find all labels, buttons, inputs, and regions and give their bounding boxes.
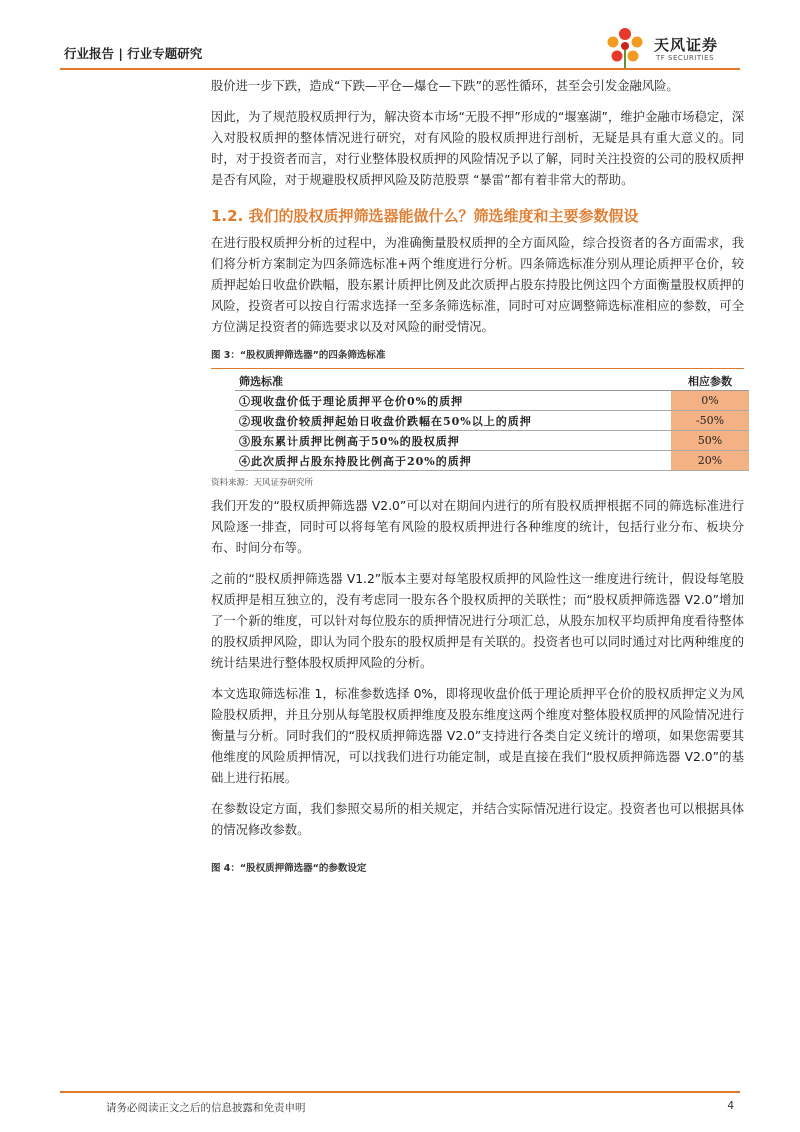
figure-3-divider	[211, 368, 744, 369]
header-divider	[60, 68, 740, 70]
page-number: 4	[727, 1100, 734, 1112]
page-header	[60, 0, 740, 74]
table-row	[235, 431, 749, 451]
paragraph-3: 在进行股权质押分析的过程中，为准确衡量股权质押的全方面风险，综合投资者的各方面需求，我们将分析方案制定为四条筛选标准+两个维度进行分析。四条筛选标准分别从理论质押平仓价，较质押起始日收盘价跌幅，股东累计质押比例及此次质押占股东持股比例这四个方面衡量股权质押的风险，投资者可以按自行需求选择一至多条筛选标准，同时可对应调整筛选标准相应的参数，可全方位满足投资者的筛选要求以及对风险的耐受情况。	[211, 236, 744, 334]
footer-divider	[60, 1091, 740, 1093]
company-logo	[602, 24, 732, 70]
paragraph-7: 在参数设定方面，我们参照交易所的相关规定，并结合实际情况进行设定。投资者也可以根据具体的情况修改参数。	[211, 802, 744, 837]
param-cell: 20%	[671, 451, 749, 471]
figure-3-source: 资料来源：天风证券研究所	[211, 478, 314, 488]
param-cell: -50%	[671, 411, 749, 431]
paragraph-4: 我们开发的“股权质押筛选器 V2.0”可以对在期间内进行的所有股权质押根据不同的筛选标准进行风险逐一排查，同时可以将每笔有风险的股权质押进行各种维度的统计，包括行业分布、板块分布、时间分布等。	[211, 499, 744, 555]
criteria-cell: ②现收盘价较质押起始日收盘价跌幅在50%以上的质押	[235, 411, 671, 431]
criteria-cell: ①现收盘价低于理论质押平仓价0%的质押	[235, 391, 671, 411]
param-cell: 0%	[671, 391, 749, 411]
flower-logo-icon	[602, 24, 648, 70]
col-param: 相应参数	[671, 371, 749, 391]
table-row	[235, 451, 749, 471]
paragraph-5: 之前的“股权质押筛选器 V1.2”版本主要对每笔股权质押的风险性这一维度进行统计，假设每笔股权质押是相互独立的，没有考虑同一股东各个股权质押的关联性；而“股权质押筛选器 V2.0”增加了一个新的维度，可以针对每位股东的质押情况进行分项汇总，从股东加权平均质押角度看待整体的股权质押风险，即认为同个股东的股权质押是有关联的。投资者也可以同时通过对比两种维度的统计结果进行整体股权质押风险的分析。	[211, 572, 744, 670]
criteria-cell: ③股东累计质押比例高于50%的股权质押	[235, 431, 671, 451]
paragraph-2: 因此，为了规范股权质押行为，解决资本市场“无股不押”形成的“堰塞湖”，维护金融市场稳定，深入对股权质押的整体情况进行研究，对有风险的股权质押进行剖析，无疑是具有重大意义的。同时，对于投资者而言，对行业整体股权质押的风险情况予以了解，同时关注投资的公司的股权质押是否有风险，对于规避股权质押风险及防范股票 “暴雷”都有着非常大的帮助。	[211, 110, 744, 187]
criteria-cell: ④此次质押占股东持股比例高于20%的质押	[235, 451, 671, 471]
paragraph-6: 本文选取筛选标准 1，标准参数选择 0%，即将现收盘价低于理论质押平仓价的股权质押定义为风险股权质押，并且分别从每笔股权质押维度及股东维度这两个维度对整体股权质押的风险情况进行衡量与分析。同时我们的“股权质押筛选器 V2.0”支持进行各类自定义统计的增项，如果您需要其他维度的风险质押情况，可以找我们进行功能定制，或是直接在我们“股权质押筛选器 V2.0”的基础上进行拓展。	[211, 687, 744, 785]
criteria-table-header	[235, 371, 749, 391]
criteria-table	[235, 371, 749, 471]
report-category: 行业报告 | 行业专题研究	[64, 46, 203, 61]
logo-english-name: TF SECURITIES	[656, 54, 715, 62]
table-row	[235, 391, 749, 411]
figure-3-caption: 图 3：“股权质押筛选器”的四条筛选标准	[211, 350, 386, 361]
col-criteria: 筛选标准	[235, 371, 671, 391]
main-content	[211, 76, 744, 877]
table-row	[235, 411, 749, 431]
logo-chinese-name: 天风证券	[654, 36, 719, 54]
section-heading: 1.2. 我们的股权质押筛选器能做什么？筛选维度和主要参数假设	[211, 207, 639, 225]
paragraph-1: 股价进一步下跌，造成“下跌—平仓—爆仓—下跌”的恶性循环，甚至会引发金融风险。	[211, 79, 679, 93]
param-cell: 50%	[671, 431, 749, 451]
footer-disclaimer: 请务必阅读正文之后的信息披露和免责申明	[106, 1102, 306, 1114]
figure-4-caption: 图 4：“股权质押筛选器“的参数设定	[211, 863, 367, 874]
